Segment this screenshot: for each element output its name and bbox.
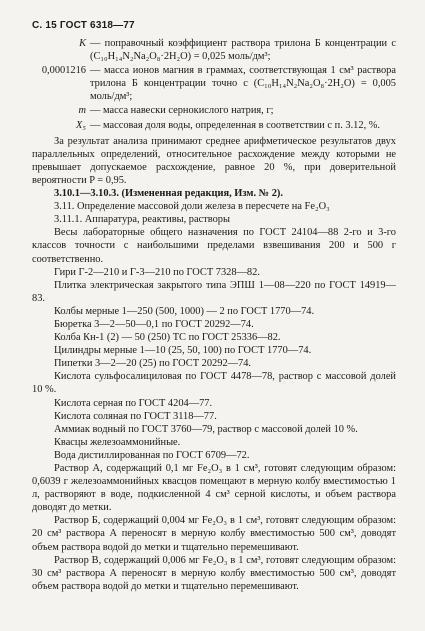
definition-text: — масса ионов магния в граммах, соответствующая 1 см³ раствора трилона Б концентрации точно c (C₁₀H₁₄N₂Na₂O₈·2H₂O) = 0,005 моль/дм³;: [90, 65, 396, 103]
definition-symbol: K: [79, 38, 86, 49]
subsection-heading: 3.11.1. Аппаратура, реактивы, растворы: [54, 214, 230, 226]
definition-text: — масса навески сернокислого натрия, г;: [90, 105, 274, 117]
page-body: [32, 37, 396, 593]
equipment-item: Весы лабораторные общего назначения по ГОСТ 24104—88 2-го и 3-го классов точности с наибольшими пределами взвешивания 200 и 500 г соответственно.: [32, 227, 396, 265]
definition-symbol: 0,0001216: [41, 65, 86, 77]
definition-text: — массовая доля воды, определенная в соответствии с п. 3.12, %.: [90, 119, 381, 131]
reagent-item: Кислота сульфосалициловая по ГОСТ 4478—78, раствор с массовой долей 10 %.: [32, 371, 396, 396]
reagent-item: Аммиак водный по ГОСТ 3760—79, раствор с массовой долей 10 %.: [54, 423, 358, 435]
reagent-item: Квасцы железоаммонийные.: [54, 436, 181, 448]
equipment-item: Бюретка 3—2—50—0,1 по ГОСТ 20292—74.: [54, 318, 254, 330]
definition-row: [32, 104, 396, 117]
definition-symbol: m: [78, 105, 86, 117]
reagent-item: Вода дистиллированная по ГОСТ 6709—72.: [54, 449, 250, 461]
reagent-item: Кислота соляная по ГОСТ 3118—77.: [54, 410, 217, 422]
solution-paragraph: Раствор А, содержащий 0,1 мг Fe₂O₃ в 1 см³, готовят следующим образом: 0,6039 г железоаммонийных квасцов помещают в мерную колбу вместимостью 1 л, растворяют в воде, подкисленной 4 см³ серной кислоты, и объем раствора доводят до метки.: [32, 463, 396, 514]
reagent-item: Кислота серная по ГОСТ 4204—77.: [54, 397, 213, 409]
definition-text: — поправочный коэффициент раствора трилона Б концентрации c (C₁₀H₁₄N₂Na₂O₈·2H₂O) = 0,025 моль/дм³;: [90, 38, 396, 63]
amendment-note: 3.10.1—3.10.3. (Измененная редакция, Изм. № 2).: [54, 188, 283, 200]
paragraph: За результат анализа принимают среднее арифметическое результатов двух параллельных определений, относительное расхождение между которыми не превышает допускаемое расхождение, равное 20 %, при доверительной вероятности P = 0,95.: [32, 135, 396, 186]
definition-row: [32, 119, 396, 132]
variable-definitions: [32, 37, 396, 132]
page-header: С. 15 ГОСТ 6318—77: [32, 20, 135, 31]
solution-paragraph: Раствор Б, содержащий 0,004 мг Fe₂O₃ в 1 см³, готовят следующим образом: 20 см³ раствора А переносят в мерную колбу вместимостью 500 см³, доводят объем раствора водой до метки и тщательно перемешивают.: [32, 515, 396, 553]
equipment-item: Пипетки 3—2—20 (25) по ГОСТ 20292—74.: [54, 358, 252, 370]
definition-row: [32, 64, 396, 103]
equipment-item: Гири Г-2—210 и Г-3—210 по ГОСТ 7328—82.: [54, 266, 260, 278]
equipment-item: Плитка электрическая закрытого типа ЭПШ 1—08—220 по ГОСТ 14919—83.: [32, 279, 396, 304]
solution-paragraph: Раствор В, содержащий 0,006 мг Fe₂O₃ в 1 см³, готовят следующим образом: 30 см³ раствора А переносят в мерную колбу вместимостью 500 см³, доводят объем раствора водой до метки и тщательно перемешивают.: [32, 554, 396, 592]
definition-symbol: X₅: [76, 119, 86, 131]
section-heading: 3.11. Определение массовой доли железа в пересчете на Fe₂O₃: [54, 201, 330, 213]
equipment-item: Колбы мерные 1—250 (500, 1000) — 2 по ГОСТ 1770—74.: [54, 305, 315, 317]
equipment-item: Колба Кн-1 (2) — 50 (250) ТС по ГОСТ 25336—82.: [54, 332, 281, 344]
definition-row: [32, 37, 396, 63]
equipment-item: Цилиндры мерные 1—10 (25, 50, 100) по ГОСТ 1770—74.: [54, 345, 312, 357]
